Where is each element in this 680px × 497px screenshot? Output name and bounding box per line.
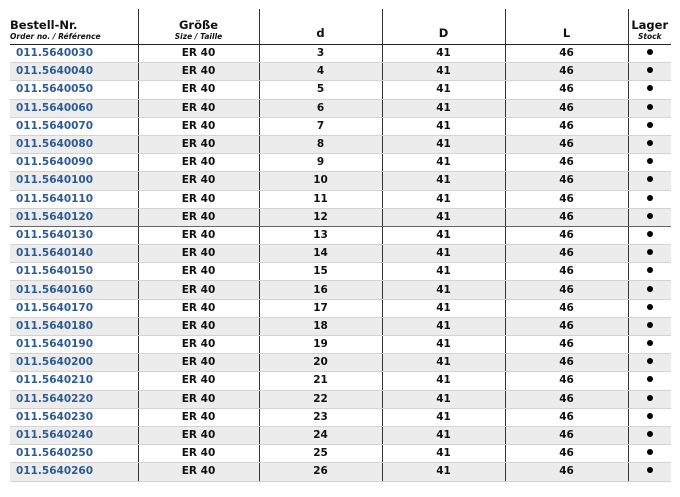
D-value-cell: 41 bbox=[382, 299, 505, 317]
D-value-cell: 41 bbox=[382, 245, 505, 263]
order-number-cell[interactable]: 011.5640250 bbox=[10, 445, 138, 463]
d-value-cell: 21 bbox=[259, 372, 382, 390]
D-value-cell: 41 bbox=[382, 99, 505, 117]
D-value-cell: 41 bbox=[382, 445, 505, 463]
header-size-sublabel: Size / Taille bbox=[174, 32, 223, 41]
d-value-cell: 13 bbox=[259, 226, 382, 244]
product-table bbox=[10, 9, 671, 482]
header-d bbox=[259, 9, 382, 45]
stock-indicator-cell bbox=[628, 463, 671, 481]
in-stock-dot-icon bbox=[647, 213, 653, 219]
table-row bbox=[10, 208, 671, 226]
D-value-cell: 41 bbox=[382, 45, 505, 63]
order-number-cell[interactable]: 011.5640050 bbox=[10, 81, 138, 99]
d-value-cell: 10 bbox=[259, 172, 382, 190]
stock-indicator-cell bbox=[628, 135, 671, 153]
L-value-cell: 46 bbox=[505, 281, 628, 299]
D-value-cell: 41 bbox=[382, 81, 505, 99]
in-stock-dot-icon bbox=[647, 104, 653, 110]
size-cell: ER 40 bbox=[138, 45, 259, 63]
size-cell: ER 40 bbox=[138, 372, 259, 390]
in-stock-dot-icon bbox=[647, 395, 653, 401]
header-order-number-label: Bestell-Nr. bbox=[10, 18, 78, 32]
table-header bbox=[10, 9, 671, 45]
d-value-cell: 26 bbox=[259, 463, 382, 481]
size-cell: ER 40 bbox=[138, 426, 259, 444]
size-cell: ER 40 bbox=[138, 263, 259, 281]
header-D bbox=[382, 9, 505, 45]
L-value-cell: 46 bbox=[505, 390, 628, 408]
L-value-cell: 46 bbox=[505, 372, 628, 390]
order-number-cell[interactable]: 011.5640140 bbox=[10, 245, 138, 263]
D-value-cell: 41 bbox=[382, 408, 505, 426]
d-value-cell: 12 bbox=[259, 208, 382, 226]
D-value-cell: 41 bbox=[382, 208, 505, 226]
d-value-cell: 20 bbox=[259, 354, 382, 372]
order-number-cell[interactable]: 011.5640180 bbox=[10, 317, 138, 335]
in-stock-dot-icon bbox=[647, 286, 653, 292]
d-value-cell: 15 bbox=[259, 263, 382, 281]
size-cell: ER 40 bbox=[138, 172, 259, 190]
L-value-cell: 46 bbox=[505, 45, 628, 63]
stock-indicator-cell bbox=[628, 190, 671, 208]
size-cell: ER 40 bbox=[138, 245, 259, 263]
D-value-cell: 41 bbox=[382, 354, 505, 372]
in-stock-dot-icon bbox=[647, 376, 653, 382]
order-number-cell[interactable]: 011.5640090 bbox=[10, 154, 138, 172]
size-cell: ER 40 bbox=[138, 99, 259, 117]
stock-indicator-cell bbox=[628, 154, 671, 172]
L-value-cell: 46 bbox=[505, 172, 628, 190]
size-cell: ER 40 bbox=[138, 299, 259, 317]
d-value-cell: 25 bbox=[259, 445, 382, 463]
d-value-cell: 11 bbox=[259, 190, 382, 208]
order-number-cell[interactable]: 011.5640190 bbox=[10, 336, 138, 354]
in-stock-dot-icon bbox=[647, 158, 653, 164]
d-value-cell: 8 bbox=[259, 135, 382, 153]
order-number-cell[interactable]: 011.5640170 bbox=[10, 299, 138, 317]
size-cell: ER 40 bbox=[138, 226, 259, 244]
D-value-cell: 41 bbox=[382, 390, 505, 408]
table-row bbox=[10, 81, 671, 99]
d-value-cell: 5 bbox=[259, 81, 382, 99]
order-number-cell[interactable]: 011.5640240 bbox=[10, 426, 138, 444]
L-value-cell: 46 bbox=[505, 208, 628, 226]
order-number-cell[interactable]: 011.5640070 bbox=[10, 117, 138, 135]
size-cell: ER 40 bbox=[138, 336, 259, 354]
stock-indicator-cell bbox=[628, 390, 671, 408]
header-row bbox=[10, 9, 671, 45]
size-cell: ER 40 bbox=[138, 354, 259, 372]
in-stock-dot-icon bbox=[647, 231, 653, 237]
table-row bbox=[10, 317, 671, 335]
L-value-cell: 46 bbox=[505, 463, 628, 481]
table-row bbox=[10, 408, 671, 426]
table-row bbox=[10, 172, 671, 190]
table-row bbox=[10, 372, 671, 390]
size-cell: ER 40 bbox=[138, 208, 259, 226]
header-size-label: Größe bbox=[178, 18, 219, 32]
stock-indicator-cell bbox=[628, 317, 671, 335]
table-row bbox=[10, 390, 671, 408]
d-value-cell: 22 bbox=[259, 390, 382, 408]
size-cell: ER 40 bbox=[138, 390, 259, 408]
d-value-cell: 16 bbox=[259, 281, 382, 299]
D-value-cell: 41 bbox=[382, 372, 505, 390]
in-stock-dot-icon bbox=[647, 340, 653, 346]
d-value-cell: 19 bbox=[259, 336, 382, 354]
in-stock-dot-icon bbox=[647, 85, 653, 91]
D-value-cell: 41 bbox=[382, 263, 505, 281]
stock-indicator-cell bbox=[628, 372, 671, 390]
D-value-cell: 41 bbox=[382, 463, 505, 481]
L-value-cell: 46 bbox=[505, 63, 628, 81]
in-stock-dot-icon bbox=[647, 140, 653, 146]
in-stock-dot-icon bbox=[647, 176, 653, 182]
header-size bbox=[138, 9, 259, 45]
d-value-cell: 6 bbox=[259, 99, 382, 117]
in-stock-dot-icon bbox=[647, 67, 653, 73]
L-value-cell: 46 bbox=[505, 226, 628, 244]
header-D-label: D bbox=[438, 26, 449, 40]
in-stock-dot-icon bbox=[647, 449, 653, 455]
stock-indicator-cell bbox=[628, 245, 671, 263]
stock-indicator-cell bbox=[628, 281, 671, 299]
stock-indicator-cell bbox=[628, 408, 671, 426]
L-value-cell: 46 bbox=[505, 317, 628, 335]
order-number-cell[interactable]: 011.5640150 bbox=[10, 263, 138, 281]
d-value-cell: 23 bbox=[259, 408, 382, 426]
D-value-cell: 41 bbox=[382, 172, 505, 190]
table-row bbox=[10, 299, 671, 317]
table-body bbox=[10, 45, 671, 482]
table-row bbox=[10, 135, 671, 153]
stock-indicator-cell bbox=[628, 99, 671, 117]
table-row bbox=[10, 99, 671, 117]
D-value-cell: 41 bbox=[382, 135, 505, 153]
order-number-cell[interactable]: 011.5640110 bbox=[10, 190, 138, 208]
size-cell: ER 40 bbox=[138, 463, 259, 481]
in-stock-dot-icon bbox=[647, 358, 653, 364]
in-stock-dot-icon bbox=[647, 49, 653, 55]
order-number-cell[interactable]: 011.5640200 bbox=[10, 354, 138, 372]
table-row bbox=[10, 117, 671, 135]
stock-indicator-cell bbox=[628, 263, 671, 281]
L-value-cell: 46 bbox=[505, 354, 628, 372]
L-value-cell: 46 bbox=[505, 135, 628, 153]
D-value-cell: 41 bbox=[382, 63, 505, 81]
stock-indicator-cell bbox=[628, 226, 671, 244]
d-value-cell: 18 bbox=[259, 317, 382, 335]
in-stock-dot-icon bbox=[647, 467, 653, 473]
in-stock-dot-icon bbox=[647, 267, 653, 273]
size-cell: ER 40 bbox=[138, 63, 259, 81]
size-cell: ER 40 bbox=[138, 135, 259, 153]
L-value-cell: 46 bbox=[505, 81, 628, 99]
order-number-cell[interactable]: 011.5640080 bbox=[10, 135, 138, 153]
stock-indicator-cell bbox=[628, 117, 671, 135]
L-value-cell: 46 bbox=[505, 154, 628, 172]
in-stock-dot-icon bbox=[647, 304, 653, 310]
D-value-cell: 41 bbox=[382, 336, 505, 354]
L-value-cell: 46 bbox=[505, 99, 628, 117]
in-stock-dot-icon bbox=[647, 431, 653, 437]
table-row bbox=[10, 226, 671, 244]
stock-indicator-cell bbox=[628, 63, 671, 81]
table-row bbox=[10, 463, 671, 481]
table-row bbox=[10, 445, 671, 463]
L-value-cell: 46 bbox=[505, 445, 628, 463]
L-value-cell: 46 bbox=[505, 190, 628, 208]
in-stock-dot-icon bbox=[647, 249, 653, 255]
in-stock-dot-icon bbox=[647, 322, 653, 328]
stock-indicator-cell bbox=[628, 299, 671, 317]
size-cell: ER 40 bbox=[138, 190, 259, 208]
D-value-cell: 41 bbox=[382, 154, 505, 172]
L-value-cell: 46 bbox=[505, 336, 628, 354]
stock-indicator-cell bbox=[628, 81, 671, 99]
L-value-cell: 46 bbox=[505, 263, 628, 281]
in-stock-dot-icon bbox=[647, 195, 653, 201]
D-value-cell: 41 bbox=[382, 226, 505, 244]
size-cell: ER 40 bbox=[138, 317, 259, 335]
stock-indicator-cell bbox=[628, 445, 671, 463]
size-cell: ER 40 bbox=[138, 408, 259, 426]
order-number-cell[interactable]: 011.5640100 bbox=[10, 172, 138, 190]
table-row bbox=[10, 63, 671, 81]
header-d-label: d bbox=[316, 26, 325, 40]
size-cell: ER 40 bbox=[138, 154, 259, 172]
D-value-cell: 41 bbox=[382, 317, 505, 335]
d-value-cell: 14 bbox=[259, 245, 382, 263]
stock-indicator-cell bbox=[628, 172, 671, 190]
D-value-cell: 41 bbox=[382, 426, 505, 444]
size-cell: ER 40 bbox=[138, 281, 259, 299]
header-L-label: L bbox=[562, 26, 571, 40]
table-row bbox=[10, 336, 671, 354]
table-row bbox=[10, 281, 671, 299]
d-value-cell: 7 bbox=[259, 117, 382, 135]
L-value-cell: 46 bbox=[505, 408, 628, 426]
size-cell: ER 40 bbox=[138, 81, 259, 99]
header-L bbox=[505, 9, 628, 45]
D-value-cell: 41 bbox=[382, 190, 505, 208]
order-number-cell[interactable]: 011.5640040 bbox=[10, 63, 138, 81]
table-row bbox=[10, 263, 671, 281]
table-row bbox=[10, 426, 671, 444]
header-stock bbox=[628, 9, 671, 45]
product-table-container bbox=[10, 9, 671, 482]
L-value-cell: 46 bbox=[505, 426, 628, 444]
d-value-cell: 17 bbox=[259, 299, 382, 317]
L-value-cell: 46 bbox=[505, 299, 628, 317]
header-order-number bbox=[10, 9, 138, 45]
header-stock-sublabel: Stock bbox=[637, 32, 662, 41]
d-value-cell: 4 bbox=[259, 63, 382, 81]
table-row bbox=[10, 245, 671, 263]
order-number-cell[interactable]: 011.5640130 bbox=[10, 226, 138, 244]
header-stock-label: Lager bbox=[631, 18, 669, 32]
order-number-cell[interactable]: 011.5640030 bbox=[10, 45, 138, 63]
table-row bbox=[10, 354, 671, 372]
order-number-cell[interactable]: 011.5640120 bbox=[10, 208, 138, 226]
stock-indicator-cell bbox=[628, 426, 671, 444]
in-stock-dot-icon bbox=[647, 413, 653, 419]
order-number-cell[interactable]: 011.5640060 bbox=[10, 99, 138, 117]
L-value-cell: 46 bbox=[505, 245, 628, 263]
table-row bbox=[10, 45, 671, 63]
stock-indicator-cell bbox=[628, 45, 671, 63]
size-cell: ER 40 bbox=[138, 117, 259, 135]
table-row bbox=[10, 154, 671, 172]
order-number-cell[interactable]: 011.5640260 bbox=[10, 463, 138, 481]
order-number-cell[interactable]: 011.5640230 bbox=[10, 408, 138, 426]
order-number-cell[interactable]: 011.5640220 bbox=[10, 390, 138, 408]
header-order-number-sublabel: Order no. / Référence bbox=[10, 32, 101, 41]
table-row bbox=[10, 190, 671, 208]
d-value-cell: 3 bbox=[259, 45, 382, 63]
in-stock-dot-icon bbox=[647, 122, 653, 128]
D-value-cell: 41 bbox=[382, 117, 505, 135]
stock-indicator-cell bbox=[628, 354, 671, 372]
stock-indicator-cell bbox=[628, 336, 671, 354]
size-cell: ER 40 bbox=[138, 445, 259, 463]
d-value-cell: 24 bbox=[259, 426, 382, 444]
order-number-cell[interactable]: 011.5640210 bbox=[10, 372, 138, 390]
D-value-cell: 41 bbox=[382, 281, 505, 299]
stock-indicator-cell bbox=[628, 208, 671, 226]
order-number-cell[interactable]: 011.5640160 bbox=[10, 281, 138, 299]
d-value-cell: 9 bbox=[259, 154, 382, 172]
L-value-cell: 46 bbox=[505, 117, 628, 135]
